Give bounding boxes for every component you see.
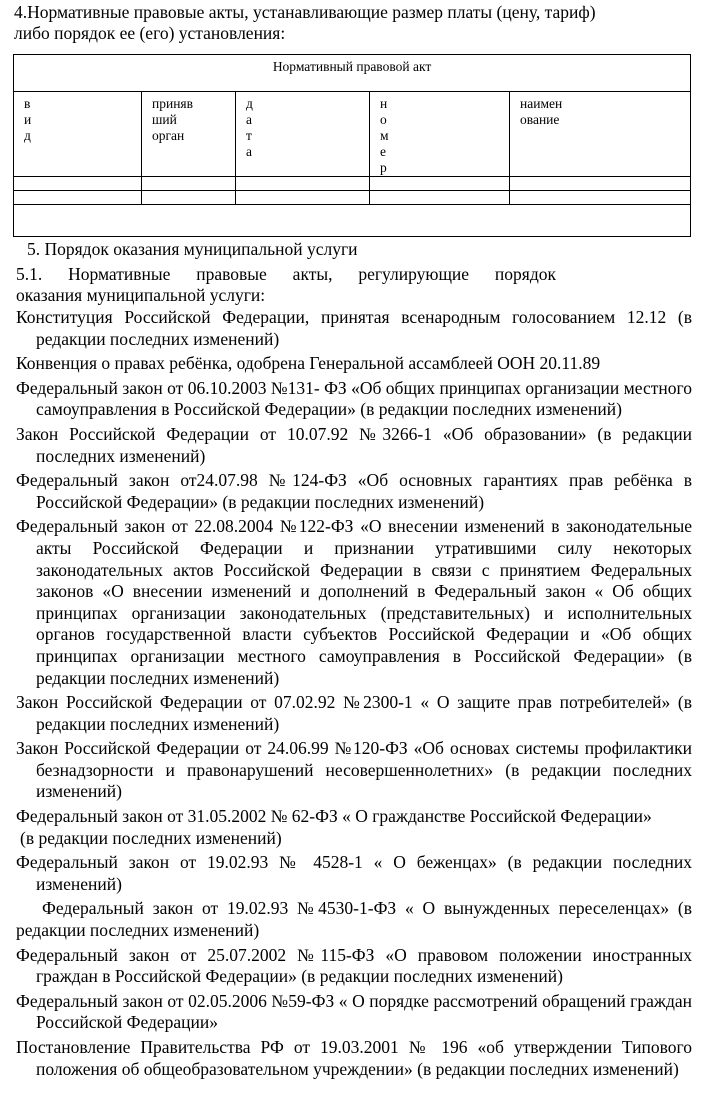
laws-list — [16, 307, 692, 1083]
column-header-title — [510, 92, 691, 177]
subtitle-word: акты, — [292, 264, 333, 284]
list-item: Федеральный закон от24.07.98 №124-ФЗ «Об основных гарантиях прав ребёнка в Российской Федерации» (в редакции последних изменений) — [16, 470, 692, 512]
header-line: д — [246, 96, 253, 111]
header-line: орган — [152, 128, 185, 143]
section-5-1-subtitle: 5.1. Нормативные правовые акты, регулирующие порядок оказания муниципальной услуги: — [16, 264, 556, 305]
subtitle-word: регулирующие — [358, 264, 470, 284]
list-item: Федеральный закон от 02.05.2006 №59-ФЗ « О порядке рассмотрений обращений граждан Российской Федерации» — [16, 990, 692, 1033]
list-item: Федеральный закон от 19.02.93 № 4528-1 « О беженцах» (в редакции последних изменений) — [16, 852, 692, 894]
header-line: р — [380, 160, 387, 175]
list-item: Федеральный закон от 25.07.2002 №115-ФЗ «О правовом положении иностранных граждан в Российской Федерации» (в редакции последних изменений) — [16, 944, 692, 987]
table-title: Нормативный правовой акт — [14, 55, 691, 92]
subtitle-word: правовые — [196, 264, 267, 284]
list-item: Закон Российской Федерации от 24.06.99 №120-ФЗ «Об основах системы профилактики безнадзорности и правонарушений несовершеннолетних» (в редакции последних изменений) — [16, 738, 692, 802]
list-item: Постановление Правительства РФ от 19.03.2001 № 196 «об утверждении Типового положения об общеобразовательном учреждении» (в редакции последних изменений) — [16, 1037, 692, 1079]
subtitle-word: порядок — [494, 264, 556, 284]
list-item: Конвенция о правах ребёнка, одобрена Генеральной ассамблеей ООН 20.11.89 — [16, 353, 601, 374]
section-5-title: 5. Порядок оказания муниципальной услуги — [27, 239, 358, 259]
list-item: Федеральный закон от 22.08.2004 №122-ФЗ «О внесении изменений в законодательные акты Российской Федерации и признании утратившими силу некоторых законодательных актов Российской Федерации в связи с принятием Федеральных законов «О внесении изменений и дополнений в Федеральный закон « Об общих принципах организации законодательных (представительных) и исполнительных органов государственной власти субъектов Российской Федерации и «Об общих принципах организации местного самоуправления в Российской Федерации» (в редакции последних изменений) — [16, 516, 692, 688]
column-header-kind — [14, 92, 142, 177]
header-line: м — [380, 128, 389, 143]
header-line: в — [24, 96, 31, 111]
table-row — [14, 191, 691, 205]
subtitle-word: 5.1. — [16, 264, 43, 284]
subtitle-word: Нормативные — [68, 264, 171, 284]
list-item: Закон Российской Федерации от 10.07.92 №3266-1 «Об образовании» (в редакции последних изменений) — [16, 423, 692, 466]
section-4-heading: 4.Нормативные правовые акты, устанавливающие размер платы (цену, тариф) либо порядок ее (его) установления: — [14, 2, 596, 43]
list-item: Федеральный закон от 06.10.2003 №131- ФЗ «Об общих принципах организации местного самоуправления в Российской Федерации» (в редакции последних изменений) — [16, 377, 692, 420]
header-line: ование — [520, 112, 560, 127]
column-header-number — [370, 92, 510, 177]
header-line: д — [24, 128, 31, 143]
list-item: Закон Российской Федерации от 07.02.92 №2300-1 « О защите прав потребителей» (в редакции последних изменений) — [16, 692, 692, 734]
list-item: Федеральный закон от 31.05.2002 № 62-ФЗ « О гражданстве Российской Федерации» (в редакции последних изменений) — [16, 806, 652, 848]
header-line: а — [246, 112, 252, 127]
header-line: т — [246, 128, 252, 143]
header-line: о — [380, 112, 387, 127]
header-line: е — [380, 144, 386, 159]
header-line: ший — [152, 112, 177, 127]
list-item: Федеральный закон от 19.02.93 №4530-1-ФЗ « О вынужденных переселенцах» (в редакции последних изменений) — [16, 898, 692, 941]
header-line: приняв — [152, 96, 194, 111]
table-row — [14, 177, 691, 191]
list-item: Конституция Российской Федерации, принятая всенародным голосованием 12.12 (в редакции последних изменений) — [16, 307, 692, 349]
normative-acts-table — [13, 54, 691, 237]
header-line: наимен — [520, 96, 563, 111]
column-header-date — [236, 92, 370, 177]
table-bottom — [14, 205, 691, 237]
header-line: н — [380, 96, 388, 111]
column-header-authority — [142, 92, 236, 177]
header-line: и — [24, 112, 32, 127]
header-line: а — [246, 144, 252, 159]
